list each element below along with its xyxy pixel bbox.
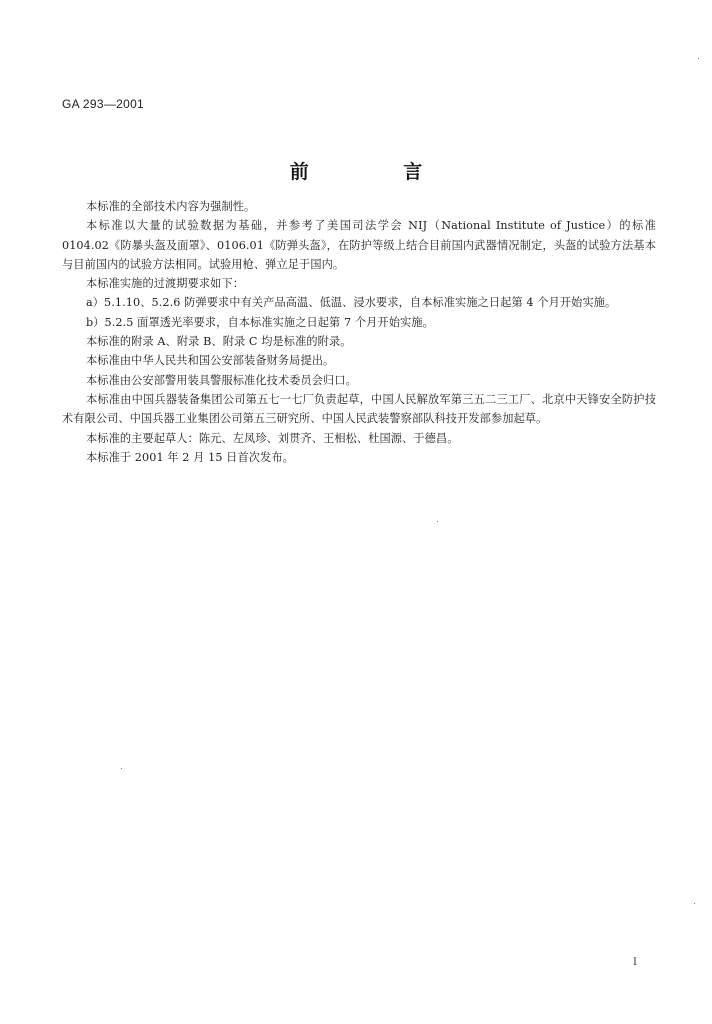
- paragraph-transition-a: a）5.1.10、5.2.6 防弹要求中有关产品高温、低温、浸水要求，自本标准实施之日起第 4 个月开始实施。: [86, 296, 617, 310]
- paragraph-appendix: 本标准的附录 A、附录 B、附录 C 均是标准的附录。: [86, 335, 352, 349]
- scan-speck: [121, 768, 122, 769]
- standard-code: GA 293—2001: [62, 97, 145, 111]
- paragraph-committee: 本标准由公安部警用装具警服标准化技术委员会归口。: [86, 373, 357, 387]
- paragraph-mandatory: 本标准的全部技术内容为强制性。: [86, 200, 256, 213]
- paragraph-transition-intro: 本标准实施的过渡期要求如下：: [86, 277, 245, 291]
- scan-speck: [437, 521, 438, 522]
- page-title: 前 言: [289, 161, 467, 183]
- paragraph-drafters: 本标准的主要起草人：陈元、左凤珍、刘贯齐、王相松、杜国源、于德昌。: [86, 431, 459, 445]
- paragraph-basis: 本标准以大量的试验数据为基础，并参考了美国司法学会 NIJ（National Institute of Justice）的标准 0104.02《防暴头盔及面罩》、0106.01《防弹头盔》，在防护等级上结合目前国内武器情况制定，头盔的试验方法基本与目前国内的试验方法相同。试验用枪、弹立足于国内。: [62, 219, 656, 271]
- paragraph-release: 本标准于 2001 年 2 月 15 日首次发布。: [86, 450, 294, 464]
- paragraph-proposer: 本标准由中华人民共和国公安部装备财务局提出。: [86, 354, 335, 368]
- paragraph-drafting-units: 本标准由中国兵器装备集团公司第五七一七厂负责起草，中国人民解放军第三五二三工厂、北京中天锋安全防护技术有限公司、中国兵器工业集团公司第五三研究所、中国人民武装警察部队科技开发部参加起草。: [62, 392, 656, 426]
- page-number: I: [633, 957, 637, 968]
- foreword-body: [62, 197, 656, 467]
- scan-speck: [698, 58, 699, 59]
- scan-speck: [694, 903, 695, 904]
- paragraph-transition-b: b）5.2.5 面罩透光率要求，自本标准实施之日起第 7 个月开始实施。: [86, 315, 434, 329]
